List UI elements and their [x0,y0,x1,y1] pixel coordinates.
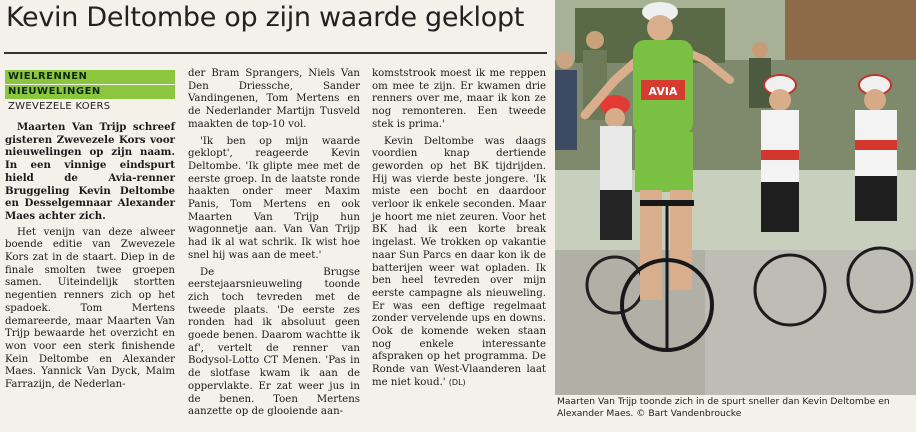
article-paragraph: 'Ik ben op mijn waarde geklopt', reageerde Kevin Deltombe. 'Ik glipte mee met de eerste groep. In de laatste ronde haakten onder meer Maxim Panis, Tom Mertens en ook Maarten Van Trijp hun wagonnetje aan. Van Van Trijp had ik al wat schrik. Ik wist hoe snel hij was aan de meet.' [188,135,360,261]
jersey-logo: AVIA [648,85,678,98]
headline-rule [4,52,547,54]
article-column-2 [188,68,360,423]
article-column-1 [5,121,175,396]
article-lead: Maarten Van Trijp schreef gisteren Zwevezele Kors voor nieuwelingen op zijn naam. In een vinnige eindspurt hield de Avia-renner Bruggeling Kevin Deltombe en Desselgemnaar Alexander Maes achter zich. [5,121,175,222]
article-paragraph: Het venijn van deze alweer boende editie van Zwevezele Kors zat in de staart. Diep in de finale smolten twee groepen samen. Uiteindelijk stortten negentien renners zich op het spadoek. Tom Mertens demareerde, maar Maarten Van Trijp bewaarde het overzicht en won voor een sterk finishende Kein Deltombe en Alexander Maes. Yannick Van Dyck, Maim Farrazijn, de Nederlan- [5,226,175,391]
article-paragraph: komststrook moest ik me reppen om mee te zijn. Er kwamen drie renners over me, maar ik kon ze nog remonteren. Een tweede stek is prima.' [372,68,546,130]
article-paragraph: der Bram Sprangers, Niels Van Den Driessche, Sander Vandingenen, Tom Mertens en de Nederlander Martijn Tusveld maakten de top-10 vol. [188,68,360,130]
author-signature: (DL) [448,377,466,387]
section-kicker [5,70,175,113]
photo-caption: Maarten Van Trijp toonde zich in de spurt sneller dan Kevin Deltombe en Alexander Maes. © Bart Vandenbroucke [557,396,890,419]
race-photo-illustration [555,0,916,395]
article-paragraph-text: Kevin Deltombe was daags voordien knap dertiende geworden op het BK tijdrijden. Hij was vierde beste jongere. 'Ik miste een bocht en daardoor verloor ik enkele seconden. Maar je hoort me niet zeuren. Voor het BK had ik een korte break ingelast. We trokken op vakantie naar Sun Parcs en daar kon ik de batterijen weer wat opladen. Ik ben heel tevreden over mijn eerste campagne als nieuweling. Er was een deftige regelmaat zonder vervelende ups en downs. Ook de komende weken staan nog enkele interessante afspraken op het programma. De Ronde van West-Vlaanderen laat me niet koud.' [372,135,546,388]
kicker-category: NIEUWELINGEN [5,85,175,99]
race-photo [555,0,916,395]
headline: Kevin Deltombe op zijn waarde geklopt [6,2,525,33]
article-paragraph [372,136,546,390]
article-paragraph: De Brugse eerstejaarsnieuweling toonde zich toch tevreden met de tweede plaats. 'De eerste zes ronden had ik absoluut geen goede benen. Daarom wachtte ik af', vertelt de renner van Bodysol-Lotto CT Menen. 'Pas in de slotfase kwam ik aan de oppervlakte. Er zat weer jus in de benen. Toen Mertens aanzette op de glooiende aan- [188,266,360,418]
kicker-section: WIELRENNEN [5,70,175,84]
article-column-3 [372,68,546,394]
kicker-event: ZWEVEZELE KOERS [8,101,111,112]
